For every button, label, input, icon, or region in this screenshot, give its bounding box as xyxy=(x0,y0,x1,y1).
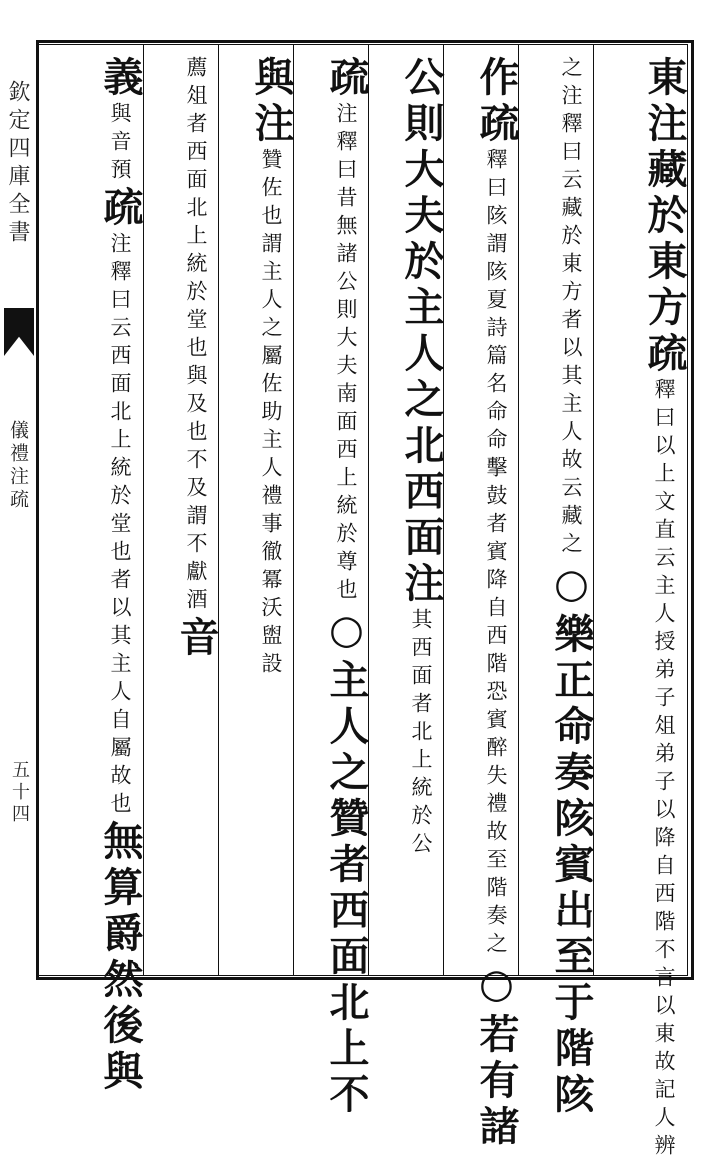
text-column-7 xyxy=(150,56,220,966)
book-title: 欽定四庫全書 xyxy=(5,80,30,248)
main-text: 疏 xyxy=(97,186,144,232)
commentary-text: 注釋曰云西面北上統於堂也者以其主人自屬故也 xyxy=(108,232,132,820)
text-column-3 xyxy=(450,56,520,1151)
fish-tail-mark xyxy=(4,308,34,356)
column-rule xyxy=(293,44,294,976)
text-column-5 xyxy=(300,56,370,1119)
main-text: 音 xyxy=(173,616,220,662)
commentary-text: 釋曰以上文直云主人授弟子俎弟子以降自西階不言以東故記人辨 xyxy=(652,378,676,1162)
commentary-text: 與音預 xyxy=(108,102,132,186)
commentary-text: 之注釋曰云藏於東方者以其主人故云藏之 xyxy=(559,56,583,560)
main-text: 義 xyxy=(97,56,144,102)
commentary-text: 注釋曰昔無諸公則大夫南面西上統於尊也 xyxy=(334,102,358,606)
column-rule xyxy=(218,44,219,976)
page-margin xyxy=(0,40,36,980)
main-text: ○若有諸 xyxy=(473,960,520,1151)
main-text: 公則大夫於主人之北西面注 xyxy=(398,56,445,608)
commentary-text: 釋曰陔謂陔夏詩篇名命命擊鼓者賓降自西階恐賓醉失禮故至階奏之 xyxy=(484,148,508,960)
main-text: 無算爵然後與 xyxy=(97,820,144,1096)
text-column-4 xyxy=(375,56,445,966)
main-text: 作疏 xyxy=(473,56,520,148)
commentary-text: 贊佐也謂主人之屬佐助主人禮事徹冪沃盥設 xyxy=(259,148,283,680)
text-column-1 xyxy=(600,56,688,1162)
text-column-8 xyxy=(50,56,144,1096)
commentary-text: 薦俎者西面北上統於堂也與及也不及謂不獻酒 xyxy=(184,56,208,616)
main-text: 東注藏於東方疏 xyxy=(641,56,688,378)
page-number: 五十四 xyxy=(9,760,30,826)
column-rule xyxy=(518,44,519,976)
main-text: 疏 xyxy=(323,56,370,102)
main-text: ○樂正命奏陔賓出至于階陔 xyxy=(548,560,595,1119)
commentary-text: 其西面者北上統於公 xyxy=(409,608,433,860)
volume-title: 儀禮注疏 xyxy=(7,420,29,512)
text-column-2 xyxy=(525,56,595,1119)
text-column-6 xyxy=(225,56,295,966)
main-text: 與注 xyxy=(248,56,295,148)
main-text: ○主人之贊者西面北上不 xyxy=(323,606,370,1119)
